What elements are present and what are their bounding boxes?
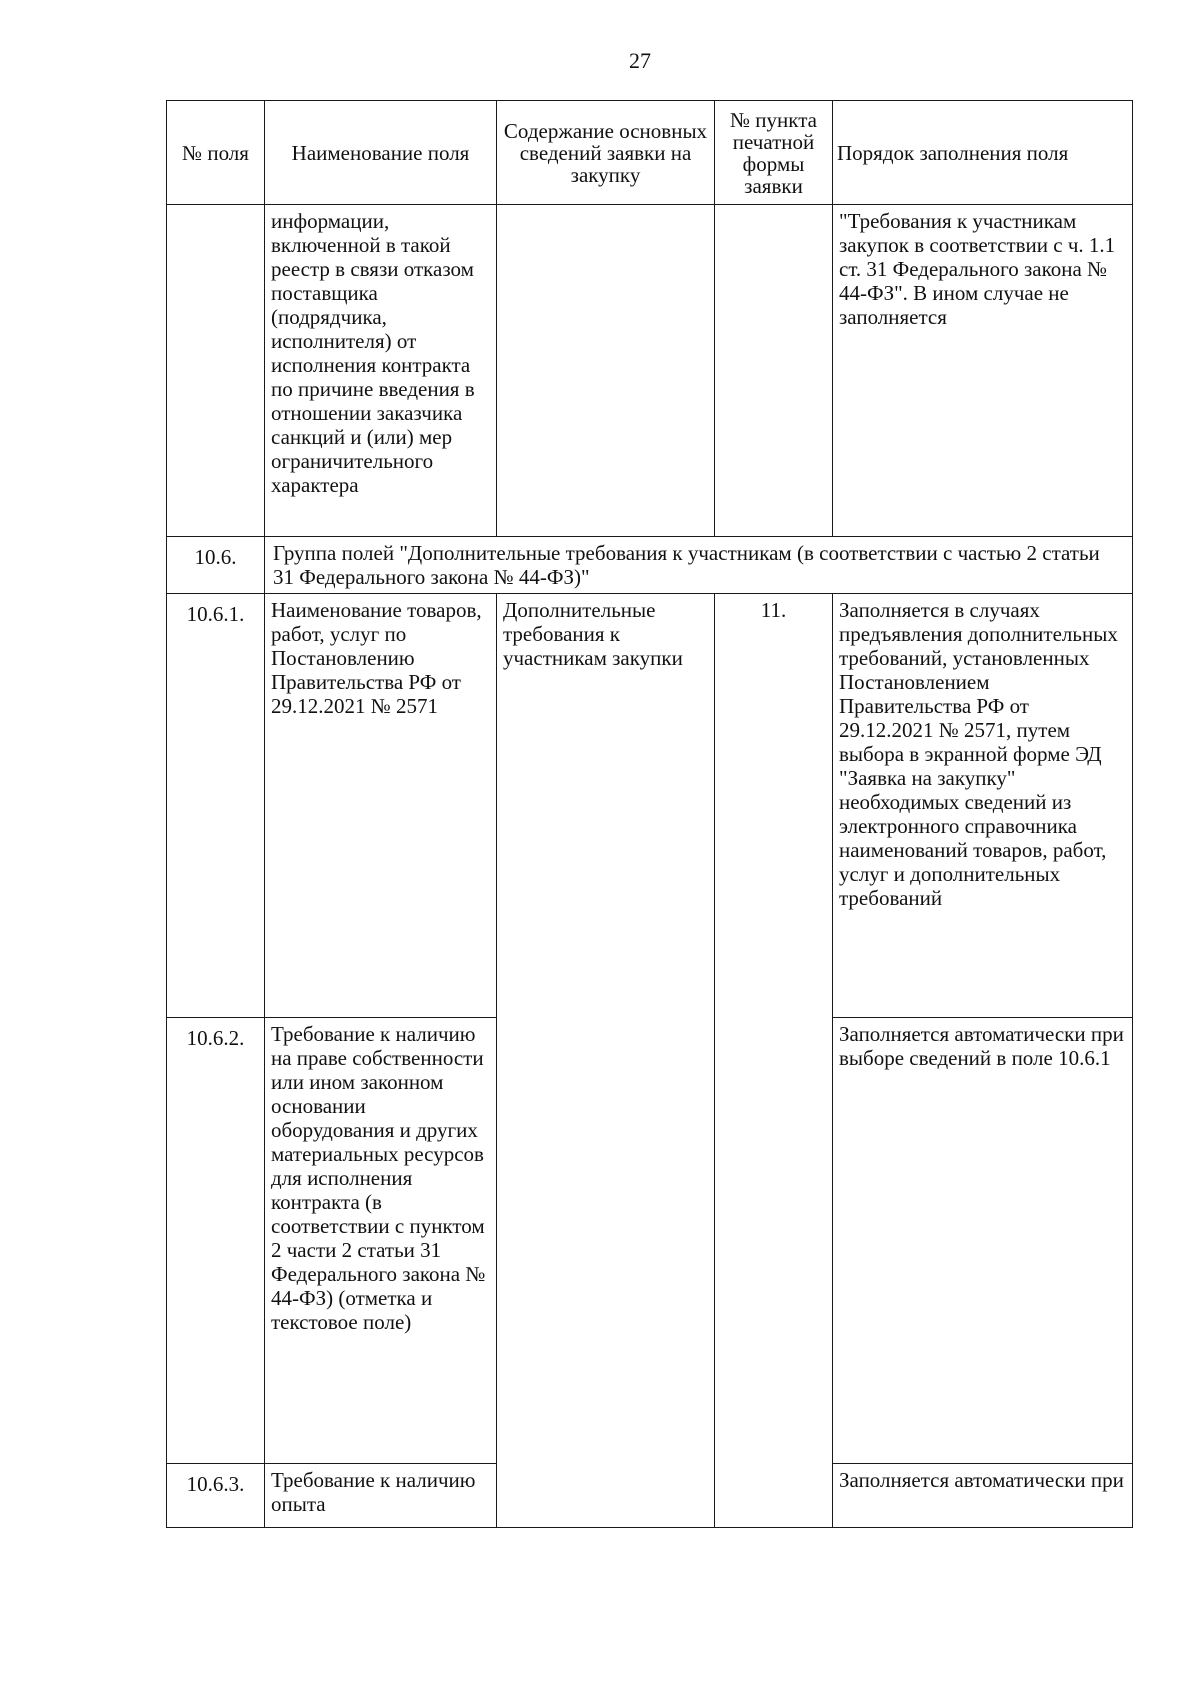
header-field-name: Наименование поля	[265, 101, 497, 205]
table-row	[167, 594, 1133, 1018]
header-print-item: № пункта печатной формы заявки	[715, 101, 833, 205]
cell-content-shared: Дополнительные требования к участникам закупки	[497, 594, 715, 1528]
cell-name: информации, включенной в такой реестр в связи отказом поставщика (подрядчика, исполнителя) от исполнения контракта по причине введения в отношении заказчика санкций и (или) мер ограничительного характера	[265, 205, 497, 537]
header-fill-order: Порядок заполнения поля	[833, 101, 1133, 205]
table-row-continuation	[167, 205, 1133, 537]
cell-name: Требование к наличию опыта	[265, 1464, 497, 1528]
cell-name: Требование к наличию на праве собственности или ином законном основании оборудования и других материальных ресурсов для исполнения контракта (в соответствии с пунктом 2 части 2 статьи 31 Федерального закона № 44-ФЗ) (отметка и текстовое поле)	[265, 1018, 497, 1464]
cell-fill: Заполняется в случаях предъявления дополнительных требований, установленных Постановлением Правительства РФ от 29.12.2021 № 2571, путем выбора в экранной форме ЭД "Заявка на закупку" необходимых сведений из электронного справочника наименований товаров, работ, услуг и дополнительных требований	[833, 594, 1133, 1018]
cell-num: 10.6.2.	[167, 1018, 265, 1464]
header-content: Содержание основных сведений заявки на закупку	[497, 101, 715, 205]
fields-table	[166, 100, 1133, 1528]
cell-fill: Заполняется автоматически при	[833, 1464, 1133, 1528]
cell-num: 10.6.3.	[167, 1464, 265, 1528]
cell-num	[167, 205, 265, 537]
cell-fill: "Требования к участникам закупок в соответствии с ч. 1.1 ст. 31 Федерального закона № 44-ФЗ". В ином случае не заполняется	[833, 205, 1133, 537]
cell-fill: Заполняется автоматически при выборе сведений в поле 10.6.1	[833, 1018, 1133, 1464]
cell-group-title: Группа полей "Дополнительные требования к участникам (в соответствии с частью 2 статьи 31 Федерального закона № 44-ФЗ)"	[265, 537, 1133, 594]
cell-num: 10.6.	[167, 537, 265, 594]
cell-print-shared: 11.	[715, 594, 833, 1528]
cell-print	[715, 205, 833, 537]
page-number: 27	[629, 48, 651, 73]
header-row	[167, 101, 1133, 205]
cell-num: 10.6.1.	[167, 594, 265, 1018]
cell-name: Наименование товаров, работ, услуг по Постановлению Правительства РФ от 29.12.2021 № 2571	[265, 594, 497, 1018]
table-row-group	[167, 537, 1133, 594]
header-field-number: № поля	[167, 101, 265, 205]
cell-content	[497, 205, 715, 537]
